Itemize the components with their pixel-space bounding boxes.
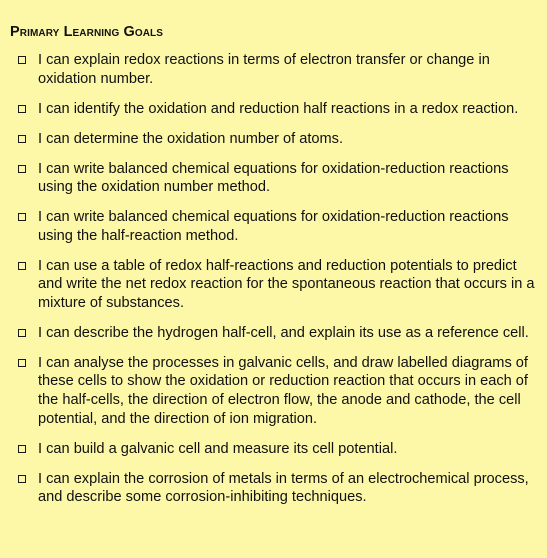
- goal-item: [10, 470, 539, 507]
- goal-item: [10, 160, 539, 197]
- goal-text: I can write balanced chemical equations for oxidation-reduction reactions using the half-reaction method.: [38, 209, 509, 244]
- goals-list: [10, 51, 539, 507]
- checkbox[interactable]: [18, 329, 26, 337]
- checkbox[interactable]: [18, 56, 26, 64]
- checkbox[interactable]: [18, 135, 26, 143]
- checkbox[interactable]: [18, 105, 26, 113]
- goal-item: [10, 324, 539, 343]
- section-heading: Primary Learning Goals: [10, 24, 164, 40]
- checkbox[interactable]: [18, 445, 26, 453]
- goal-item: [10, 130, 539, 149]
- checkbox[interactable]: [18, 165, 26, 173]
- checkbox[interactable]: [18, 359, 26, 367]
- goal-text: I can analyse the processes in galvanic cells, and draw labelled diagrams of these cells to show the oxidation or reduction reaction that occurs in each of the half-cells, the direction of electron flow, the anode and cathode, the cell potential, and the direction of ion migration.: [38, 354, 528, 427]
- goal-item: [10, 100, 539, 119]
- goal-text: I can explain the corrosion of metals in terms of an electrochemical process, and describe some corrosion-inhibiting techniques.: [38, 470, 529, 506]
- goal-item: [10, 354, 539, 428]
- goal-item: [10, 208, 539, 245]
- goal-item: [10, 51, 539, 88]
- goal-text: I can build a galvanic cell and measure its cell potential.: [38, 440, 398, 457]
- checkbox[interactable]: [18, 213, 26, 221]
- goal-text: I can determine the oxidation number of atoms.: [38, 130, 344, 147]
- goal-text: I can explain redox reactions in terms of electron transfer or change in oxidation number.: [38, 52, 490, 87]
- goal-text: I can use a table of redox half-reactions and reduction potentials to predict and write the net redox reaction for the spontaneous reaction that occurs in a mixture of substances.: [38, 257, 535, 311]
- goal-text: I can identify the oxidation and reduction half reactions in a redox reaction.: [38, 100, 519, 117]
- goal-item: [10, 257, 539, 313]
- goal-item: [10, 440, 539, 459]
- checkbox[interactable]: [18, 475, 26, 483]
- goal-text: I can describe the hydrogen half-cell, and explain its use as a reference cell.: [38, 324, 529, 341]
- checkbox[interactable]: [18, 262, 26, 270]
- goal-text: I can write balanced chemical equations for oxidation-reduction reactions using the oxidation number method.: [38, 160, 509, 196]
